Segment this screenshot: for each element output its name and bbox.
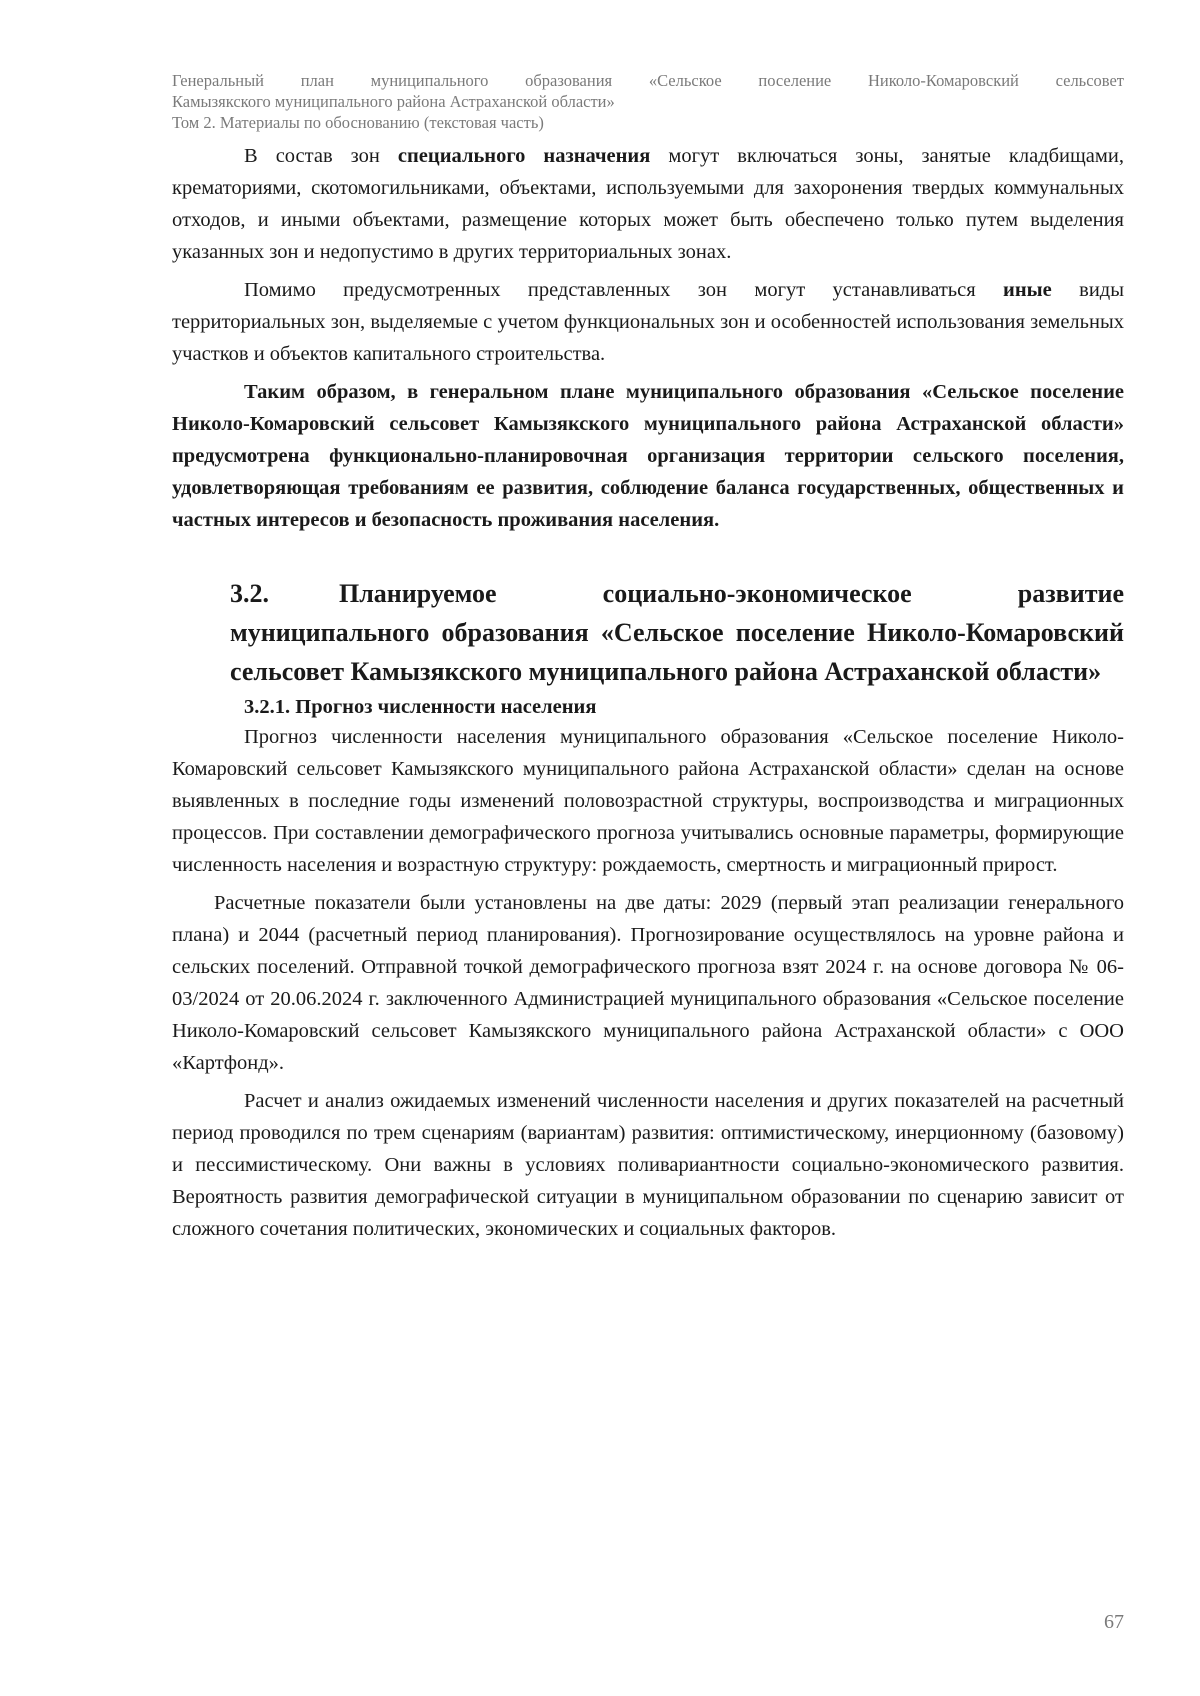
paragraph-forecast: Прогноз численности населения муниципального образования «Сельское поселение Николо-Комаровский сельсовет Камызякского муниципального района Астраханской области» сделан на основе выявленных в последние годы изменений половозрастной структуры, воспроизводства и миграционных процессов. При составлении демографического прогноза учитывались основные параметры, формирующие численность населения и возрастную структуру: рождаемость, смертность и миграционный прирост. bbox=[172, 726, 1124, 876]
paragraph-calculation-dates: Расчетные показатели были установлены на две даты: 2029 (первый этап реализации генерального плана) и 2044 (расчетный период планирования). Прогнозирование осуществлялось на уровне района и сельских поселений. Отправной точкой демографического прогноза взят 2024 г. на основе договора № 06-03/2024 от 20.06.2024 г. заключенного Администрацией муниципального образования «Сельское поселение Николо-Комаровский сельсовет Камызякского муниципального района Астраханской области» с ООО «Картфонд». bbox=[172, 892, 1124, 1074]
bold-term: иные bbox=[1003, 279, 1052, 301]
paragraph-text: виды территориальных зон, выделяемые с учетом функциональных зон и особенностей использования земельных участков и объектов капитального строительства. bbox=[172, 279, 1124, 365]
header-line-3: Том 2. Материалы по обоснованию (текстовая часть) bbox=[172, 113, 544, 132]
page-number: 67 bbox=[1104, 1611, 1124, 1633]
paragraph-special-zones bbox=[172, 140, 1124, 268]
paragraph-text: В состав зон bbox=[244, 145, 398, 167]
section-number: 3.2. bbox=[230, 579, 269, 608]
paragraph-scenarios: Расчет и анализ ожидаемых изменений численности населения и других показателей на расчетный период проводился по трем сценариям (вариантам) развития: оптимистическому, инерционному (базовому) и пессимистическому. Они важны в условиях поливариантности социально-экономического развития. Вероятность развития демографической ситуации в муниципальном образовании по сценарию зависит от сложного сочетания политических, экономических и социальных факторов. bbox=[172, 1090, 1124, 1240]
page-body bbox=[172, 140, 1124, 1245]
header-line-1: Генеральный план муниципального образования «Сельское поселение Николо-Комаровский сельсовет bbox=[172, 71, 1124, 90]
subsection-heading: 3.2.1. Прогноз численности населения bbox=[244, 696, 597, 718]
header-line-2: Камызякского муниципального района Астраханской области» bbox=[172, 92, 615, 111]
running-header bbox=[172, 70, 1124, 133]
paragraph-conclusion: Таким образом, в генеральном плане муниципального образования «Сельское поселение Николо-Комаровский сельсовет Камызякского муниципального района Астраханской области» предусмотрена функционально-планировочная организация территории сельского поселения, удовлетворяющая требованиям ее развития, соблюдение баланса государственных, общественных и частных интересов и безопасность проживания населения. bbox=[172, 381, 1124, 531]
paragraph-text: Помимо предусмотренных представленных зон могут устанавливаться bbox=[244, 279, 1004, 301]
section-heading bbox=[230, 574, 1124, 691]
section-title-text: Планируемое социально-экономическое развитие муниципального образования «Сельское поселение Николо-Комаровский сельсовет Камызякского муниципального района Астраханской области» bbox=[230, 579, 1124, 686]
bold-term: специального назначения bbox=[397, 145, 651, 167]
paragraph-other-zones bbox=[172, 274, 1124, 370]
paragraph-text: могут включаться зоны, занятые кладбищами, крематориями, скотомогильниками, объектами, используемыми для захоронения твердых коммунальных отходов, и иными объектами, размещение которых может быть обеспечено только путем выделения указанных зон и недопустимо в других территориальных зонах. bbox=[172, 145, 1124, 263]
